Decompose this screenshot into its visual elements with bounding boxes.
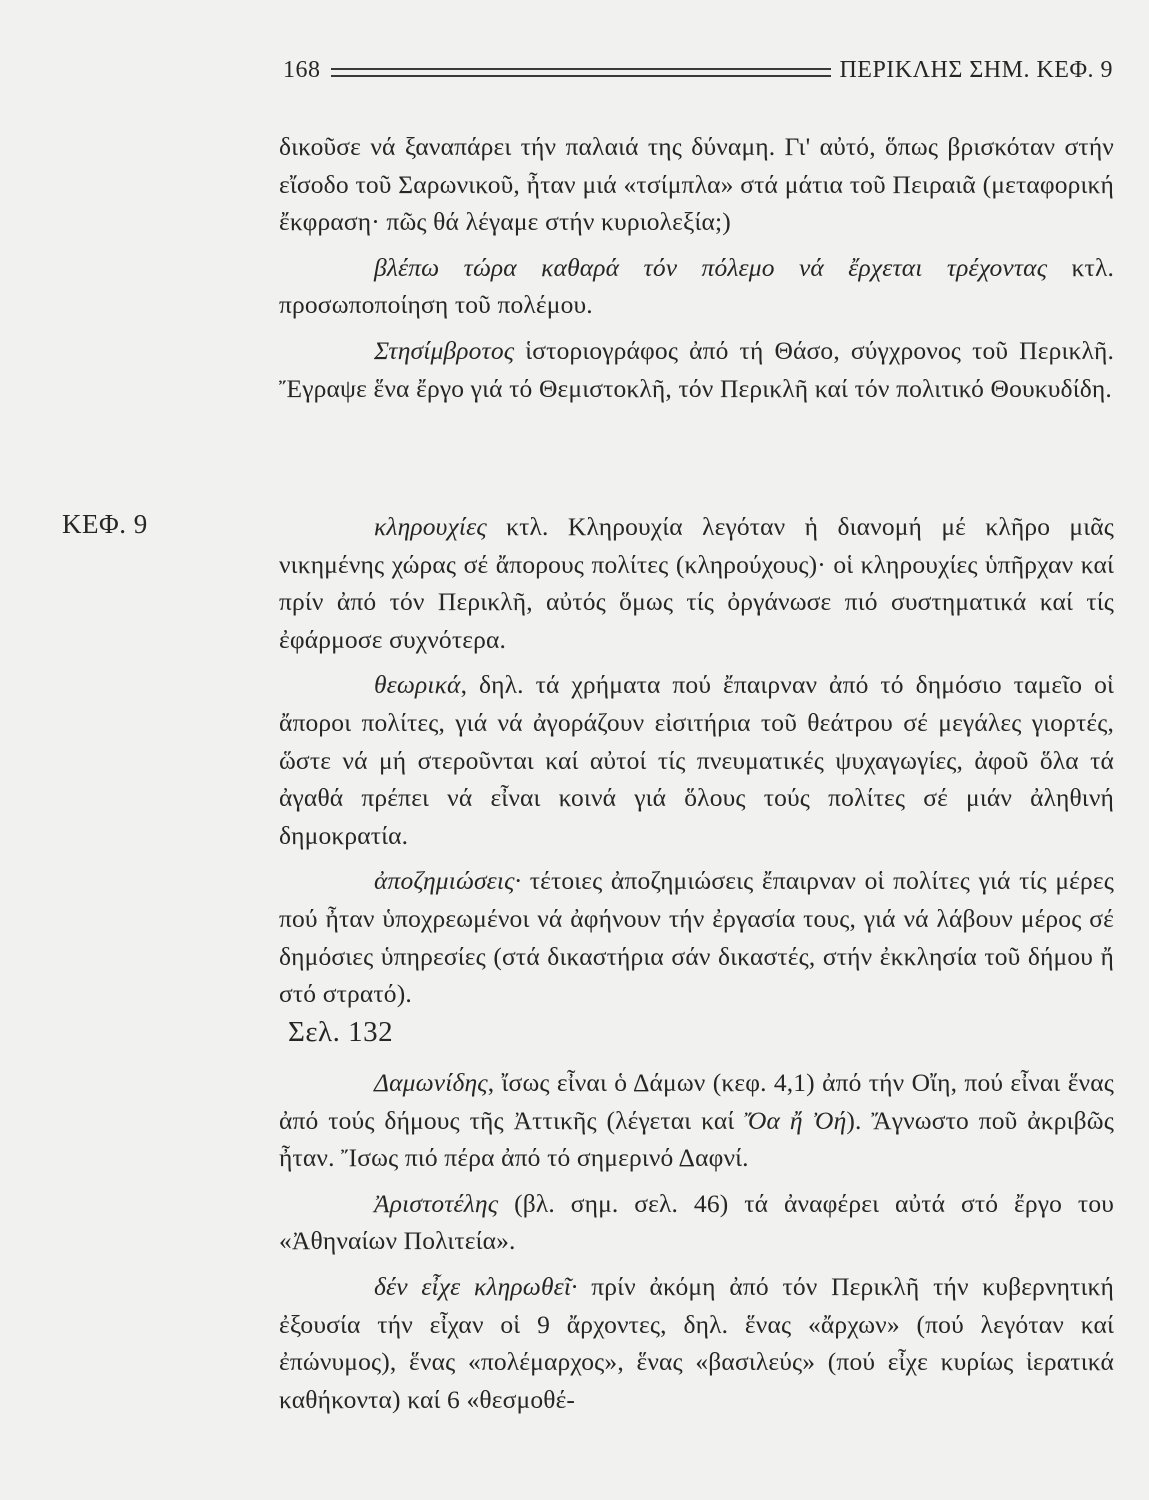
- note-term: κληρουχίες: [374, 512, 487, 541]
- note-paragraph: [279, 666, 1114, 854]
- note-text: , δηλ. τά χρήματα πού ἔπαιρναν ἀπό τό δημόσιο ταμεῖο οἱ ἄποροι πολίτες, γιά νά ἀγοράζουν εἰσιτήρια τοῦ θεάτρου σέ μεγάλες γιορτές, ὥστε νά μή στεροῦνται καί αὐτοί τίς πνευματικές ψυχαγωγίες, ἀφοῦ ὅλα τά ἀγαθά πρέπει νά εἶναι κοινά γιά ὅλους τούς πολίτες σέ μιάν ἀληθινή δημοκρατία.: [279, 670, 1114, 850]
- note-text: πρίν ἀκόμη ἀπό τόν Περικλῆ τήν κυβερνητική ἐξουσία τήν εἶχαν οἱ 9 ἄρχοντες, δηλ. ἕνας «ἄρχων» (πού λεγόταν καί ἐπώνυμος), ἕνας «πολέμαρχος», ἕνας «βασιλεύς» (πού εἶχε κυρίως ἱερατικά καθήκοντα) καί 6 «θεσμοθέ-: [279, 1271, 1114, 1414]
- running-header: [283, 52, 1113, 88]
- note-text: , ἴσως εἶναι ὁ Δάμων (κεφ. 4,1) ἀπό τήν Οἴη, πού εἶναι ἕνας ἀπό τούς δήμους τῆς Ἀττικῆς (λέγεται καί: [279, 1068, 1114, 1135]
- note-term: Ὄα ἤ Ὀή: [744, 1105, 847, 1135]
- note-paragraph: [279, 128, 1114, 241]
- note-paragraph: [279, 1064, 1114, 1177]
- running-title: ΠΕΡΙΚΛΗΣ ΣΗΜ. ΚΕΦ. 9: [839, 56, 1113, 83]
- section-heading: Σελ. 132: [288, 1016, 394, 1048]
- notes-block-1: [279, 128, 1114, 415]
- note-text: κτλ. Κληρουχία λεγόταν ἡ διανομή μέ κλῆρο μιᾶς νικημένης χώρας σέ ἄπορους πολίτες (κληρούχους)· οἱ κληρουχίες ὑπῆρχαν καί πρίν ἀπό τόν Περικλῆ, αὐτός ὅμως τίς ὀργάνωσε πιό συστηματικά καί τίς ἐφάρμοσε συχνότερα.: [279, 512, 1114, 654]
- note-paragraph: [279, 862, 1114, 1012]
- note-term: θεωρικά: [374, 670, 461, 700]
- page-number: 168: [283, 56, 321, 83]
- note-text: ). Ἄγνωστο ποῦ ἀκριβῶς ἦταν. Ἴσως πιό πέρα ἀπό τό σημερινό Δαφνί.: [279, 1105, 1114, 1173]
- note-term: βλέπω τώρα καθαρά τόν πόλεμο νά ἔρχεται τρέχοντας: [374, 252, 1048, 282]
- note-text: κτλ. προσωποποίηση τοῦ πολέμου.: [279, 252, 1114, 320]
- note-paragraph: [279, 332, 1114, 407]
- note-term: ἀποζημιώσεις·: [374, 866, 522, 896]
- notes-block-2: [279, 508, 1114, 1021]
- note-text: δικοῦσε νά ξαναπάρει τήν παλαιά της δύναμη. Γι' αὐτό, ὅπως βρισκόταν στήν εἴσοδο τοῦ Σαρωνικοῦ, ἦταν μιά «τσίμπλα» στά μάτια τοῦ Πειραιᾶ (μεταφορική ἔκφραση· πῶς θά λέγαμε στήν κυριολεξία;): [279, 132, 1114, 237]
- note-text: τέτοιες ἀποζημιώσεις ἔπαιρναν οἱ πολίτες γιά τίς μέρες πού ἦταν ὑποχρεωμένοι νά ἀφήνουν τήν ἐργασία τους, γιά νά λάβουν μέρος σέ δημόσιες ὑπηρεσίες (στά δικαστήρια σάν δικαστές, στήν ἐκκλησία τοῦ δήμου ἤ στό στρατό).: [279, 866, 1114, 1009]
- note-term: Στησίμβροτος: [374, 335, 515, 365]
- note-paragraph: [279, 1185, 1114, 1260]
- note-paragraph: [279, 249, 1114, 324]
- note-term: δέν εἶχε κληρωθεῖ·: [374, 1271, 578, 1301]
- notes-block-3: [279, 1064, 1114, 1426]
- margin-chapter-note: ΚΕΦ. 9: [62, 509, 148, 539]
- header-rule: [331, 68, 832, 77]
- note-text: (βλ. σημ. σελ. 46) τά ἀναφέρει αὐτά στό ἔργο του «Ἀθηναίων Πολιτεία».: [279, 1188, 1114, 1256]
- note-paragraph: [279, 1268, 1114, 1418]
- note-paragraph: [279, 508, 1114, 658]
- note-text: ἱστοριογράφος ἀπό τή Θάσο, σύγχρονος τοῦ Περικλῆ. Ἔγραψε ἕνα ἔργο γιά τό Θεμιστοκλῆ, τόν Περικλῆ καί τόν πολιτικό Θουκυδίδη.: [279, 335, 1114, 403]
- note-term: Ἀριστοτέλης: [374, 1188, 499, 1218]
- note-term: Δαμωνίδης: [374, 1068, 488, 1097]
